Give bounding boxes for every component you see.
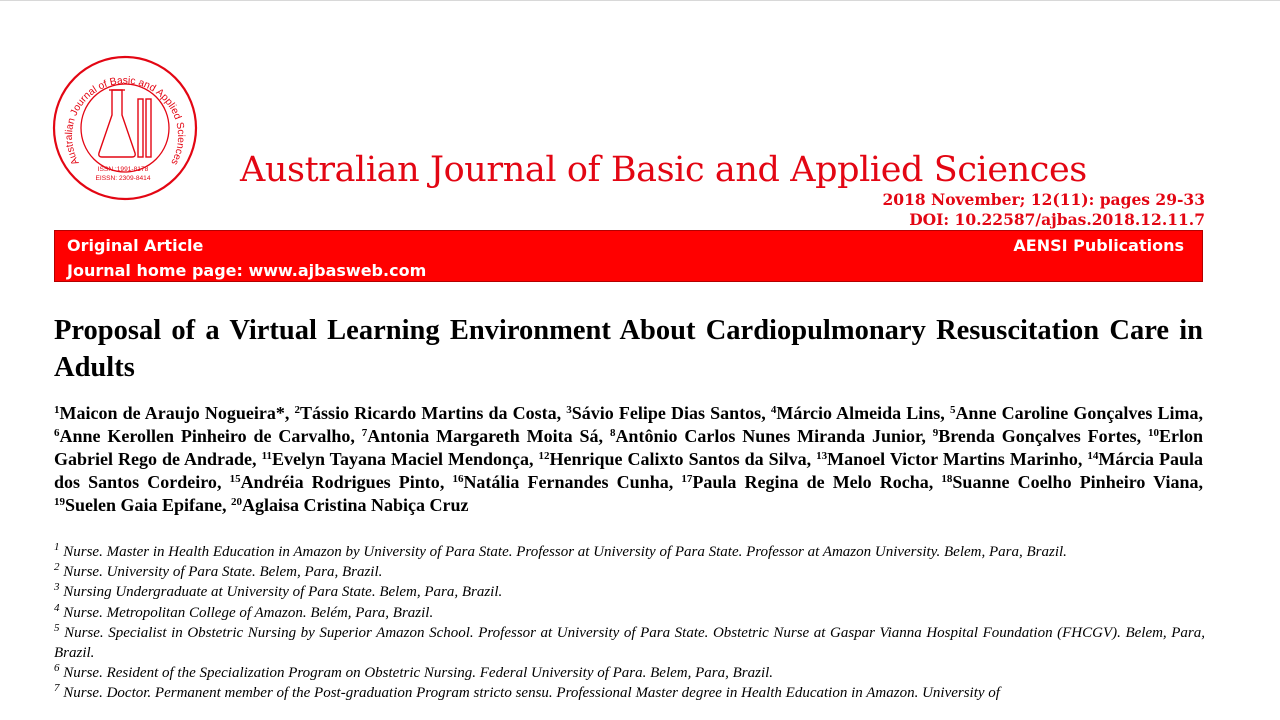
affiliation-item: $^2$ Nurse. University of Para State. Belem, Para, Brazil. — [54, 561, 383, 581]
author-name: $^1$Maicon de Araujo Nogueira* — [54, 403, 285, 423]
affiliation-number: 1 — [54, 541, 60, 553]
journal-banner — [54, 230, 1203, 282]
author-affiliation-number: 11 — [261, 450, 272, 462]
issue-line: 2018 November; 12(11): pages 29-33 — [882, 190, 1205, 209]
affiliation-item: $^6$ Nurse. Resident of the Specialization Program on Obstetric Nursing. Federal University of Para. Belem, Para, Brazil. — [54, 662, 774, 682]
article-title: Proposal of a Virtual Learning Environment About Cardiopulmonary Resuscitation Care in Adults — [54, 315, 1203, 383]
author-affiliation-number: 5 — [949, 404, 956, 416]
affiliation-number: 6 — [54, 662, 60, 675]
article-type-label: Original Article — [67, 236, 204, 255]
author-name: $^{19}$Suelen Gaia Epifane — [54, 495, 223, 515]
author-affiliation-number: 7 — [361, 427, 368, 439]
author-name: $^5$Anne Caroline Gonçalves Lima — [949, 403, 1199, 423]
author-affiliation-number: 9 — [932, 427, 939, 439]
author-name: $^4$Márcio Almeida Lins — [770, 403, 941, 423]
affiliation-number: 7 — [54, 682, 60, 695]
author-affiliation-number: 20 — [231, 496, 243, 508]
author-affiliation-number: 1 — [54, 404, 60, 416]
logo-eissn: EISSN: 2309-8414 — [95, 175, 151, 182]
author-affiliation-number: 12 — [538, 450, 550, 462]
author-name: $^{15}$Andréia Rodrigues Pinto — [229, 472, 440, 492]
author-affiliation-number: 2 — [294, 404, 301, 416]
affiliation-item: $^3$ Nursing Undergraduate at University of Para State. Belem, Para, Brazil. — [54, 581, 503, 601]
affiliation-list — [54, 542, 1205, 704]
author-affiliation-number: 3 — [566, 404, 572, 416]
author-name: $^8$Antônio Carlos Nunes Miranda Junior — [609, 426, 922, 446]
author-affiliation-number: 18 — [941, 473, 953, 485]
author-affiliation-number: 15 — [229, 473, 241, 485]
author-affiliation-number: 10 — [1148, 427, 1160, 439]
logo-ring-text: Australian Journal of Basic and Applied Sciences — [63, 75, 187, 167]
author-affiliation-number: 19 — [54, 496, 65, 508]
citation-info — [883, 190, 1206, 230]
journal-homepage-link[interactable]: Journal home page: www.ajbasweb.com — [67, 261, 427, 280]
author-name: $^{18}$Suanne Coelho Pinheiro Viana — [941, 472, 1199, 492]
affiliation-item: $^7$ Nurse. Doctor. Permanent member of the Post-graduation Program stricto sensu. Professional Master degree in Health Education in Amazon. University of — [54, 682, 1000, 702]
doi-line[interactable]: DOI: 10.22587/ajbas.2018.12.11.7 — [909, 210, 1205, 229]
author-affiliation-number: 17 — [681, 473, 693, 485]
author-name: $^{12}$Henrique Calixto Santos da Silva — [538, 449, 807, 469]
affiliation-item: $^4$ Nurse. Metropolitan College of Amazon. Belém, Para, Brazil. — [54, 601, 434, 621]
author-affiliation-number: 6 — [54, 427, 60, 439]
affiliation-item: $^1$ Nurse. Master in Health Education in Amazon by University of Para State. Professor at University of Para State. Professor at Amazon University. Belem, Para, Brazil. — [54, 541, 1067, 560]
author-name: $^{20}$Aglaisa Cristina Nabiça Cruz — [231, 495, 469, 515]
author-name: $^{17}$Paula Regina de Melo Rocha — [681, 472, 929, 492]
author-name: $^{14}$Márcia Paula dos Santos Cordeiro — [54, 449, 1204, 492]
author-name: $^{11}$Evelyn Tayana Maciel Mendonça — [261, 449, 530, 469]
flask-icon — [99, 90, 151, 157]
author-name: $^9$Brenda Gonçalves Fortes — [932, 426, 1137, 446]
author-affiliation-number: 13 — [816, 450, 828, 462]
author-name: $^{13}$Manoel Victor Martins Marinho — [816, 449, 1078, 469]
affiliation-number: 5 — [54, 621, 60, 634]
author-name: $^7$Antonia Margareth Moita Sá — [361, 426, 599, 446]
author-affiliation-number: 16 — [452, 473, 464, 485]
affiliation-number: 2 — [54, 561, 60, 574]
author-affiliation-number: 14 — [1087, 450, 1099, 462]
affiliation-item: $^5$ Nurse. Specialist in Obstetric Nursing by Superior Amazon School. Professor at University of Para State. Obstetric Nurse at Gaspar Vianna Hospital Foundation (FHCGV). Belem, Para, Brazil. — [54, 621, 1205, 662]
author-name: $^{16}$Natália Fernandes Cunha — [452, 472, 669, 492]
affiliation-number: 3 — [54, 581, 60, 594]
journal-logo — [50, 53, 200, 203]
author-name: $^2$Tássio Ricardo Martins da Costa — [294, 403, 557, 423]
page-top-border — [0, 0, 1280, 1]
affiliation-number: 4 — [54, 601, 60, 614]
author-name: $^{10}$Erlon Gabriel Rego de Andrade — [54, 426, 1204, 469]
author-name: $^3$Sávio Felipe Dias Santos — [566, 403, 762, 423]
logo-issn: ISSN :1991-8178 — [97, 166, 149, 173]
journal-title: Australian Journal of Basic and Applied Sciences — [240, 150, 1087, 190]
author-affiliation-number: 8 — [609, 427, 616, 439]
author-name: $^6$Anne Kerollen Pinheiro de Carvalho — [54, 426, 351, 446]
publisher-label: AENSI Publications — [1013, 236, 1184, 255]
author-list: $^1$Maicon de Araujo Nogueira*, $^2$Tássio Ricardo Martins da Costa, $^3$Sávio Felipe Dias Santos, $^4$Márcio Almeida Lins, $^5$Anne Caroline Gonçalves Lima, $^6$Anne Kerollen Pinheiro de Carvalho, $^7$Antonia Margareth Moita Sá, $^8$Antônio Carlos Nunes Miranda Junior, $^9$Brenda Gonçalves Fortes, $^{10}$Erlon Gabriel Rego de Andrade, $^{11}$Evelyn Tayana Maciel Mendonça, $^{12}$Henrique Calixto Santos da Silva, $^{13}$Manoel Victor Martins Marinho, $^{14}$Márcia Paula dos Santos Cordeiro, $^{15}$Andréia Rodrigues Pinto, $^{16}$Natália Fernandes Cunha, $^{17}$Paula Regina de Melo Rocha, $^{18}$Suanne Coelho Pinheiro Viana, $^{19}$Suelen Gaia Epifane, $^{20}$Aglaisa Cristina Nabiça Cruz — [54, 403, 1204, 515]
author-affiliation-number: 4 — [770, 404, 777, 416]
